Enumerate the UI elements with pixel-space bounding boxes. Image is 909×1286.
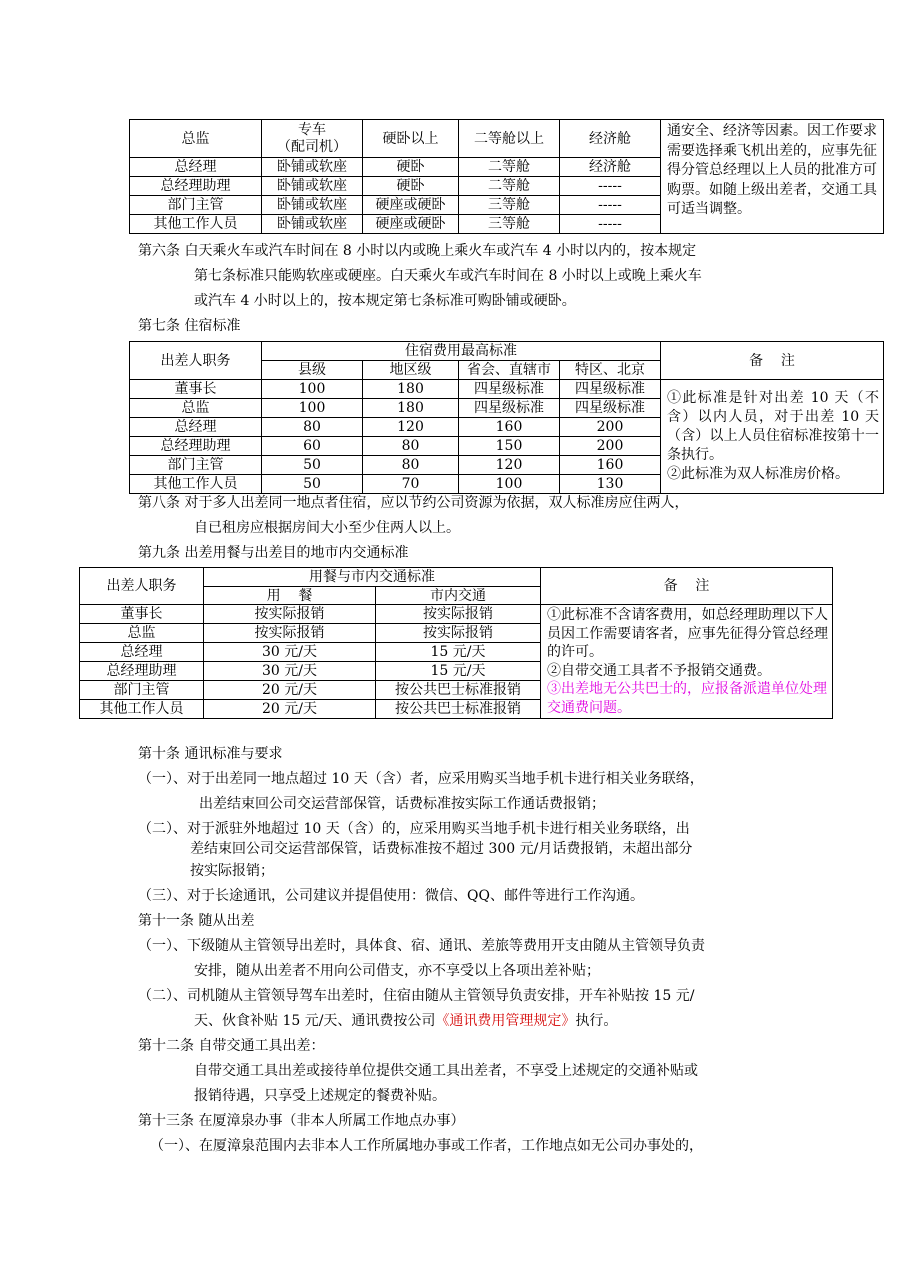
article7-title: 第七条 住宿标准	[138, 318, 241, 334]
table-header-cell: 用餐与市内交通标准	[204, 568, 541, 587]
table-cell: 按实际报销	[204, 605, 376, 624]
table-cell: 总经理助理	[130, 437, 262, 456]
table-cell: 100	[459, 475, 560, 494]
article12-title: 第十二条 自带交通工具出差：	[138, 1038, 325, 1054]
article12-line: 报销待遇，只享受上述规定的餐费补贴。	[194, 1088, 446, 1104]
article12-line: 自带交通工具出差或接待单位提供交通工具出差者，不享受上述规定的交通补贴或	[194, 1063, 698, 1079]
table-cell: 硬座或硬卧	[363, 196, 459, 215]
table-cell: 80	[363, 456, 459, 475]
article11-line	[194, 1011, 617, 1031]
table-cell: 卧铺或软座	[262, 158, 363, 177]
article11-line: 安排，随从出差者不用向公司借支，亦不享受以上各项出差补贴；	[194, 963, 600, 979]
table-cell: 四星级标准	[560, 399, 661, 418]
table-cell: 总经理	[80, 643, 204, 662]
transport-table	[129, 119, 884, 234]
table-header-cell: 出差人职务	[130, 342, 262, 380]
table-cell: 200	[560, 437, 661, 456]
table-cell: 其他工作人员	[80, 700, 204, 719]
article10-title: 第十条 通讯标准与要求	[138, 746, 283, 762]
table-cell: 180	[363, 399, 459, 418]
article8-line: 自已租房应根据房间大小至少住两人以上。	[194, 520, 460, 536]
table-cell: 总监	[80, 624, 204, 643]
car-label: 专车 （配司机）	[277, 121, 347, 155]
article10-line: 按实际报销；	[190, 863, 274, 879]
table-cell: 20 元/天	[204, 700, 376, 719]
table-cell: 总经理	[130, 158, 262, 177]
table-cell: 130	[560, 475, 661, 494]
table-header-cell: 经济舱	[560, 120, 661, 158]
table-cell: 总监	[130, 399, 262, 418]
article10-line: （一）、对于出差同一地点超过 10 天（含）者，应采用购买当地手机卡进行相关业务联络，	[138, 771, 704, 787]
table-cell: 60	[262, 437, 363, 456]
article10-line: （二）、对于派驻外地超过 10 天（含）的，应采用购买当地手机卡进行相关业务联络，出	[138, 821, 690, 837]
meals-notes	[541, 605, 833, 719]
table-cell: 董事长	[80, 605, 204, 624]
table-cell: 总经理助理	[130, 177, 262, 196]
table-cell: 120	[363, 418, 459, 437]
table-header-cell: 住宿费用最高标准	[262, 342, 661, 361]
table-cell: 硬座或硬卧	[363, 215, 459, 234]
article6-line: 第七条标准只能购软座或硬座。白天乘火车或汽车时间在 8 小时以上或晚上乘火车	[194, 268, 702, 284]
table-cell: 200	[560, 418, 661, 437]
table-cell: 硬卧	[363, 177, 459, 196]
article11-line: （一）、下级随从主管领导出差时，具体食、宿、通讯、差旅等费用开支由随从主管领导负责	[138, 938, 705, 954]
table-cell: 卧铺或软座	[262, 196, 363, 215]
table-cell: 按实际报销	[376, 624, 541, 643]
table-cell: 150	[459, 437, 560, 456]
table-header-cell: 硬卧以上	[363, 120, 459, 158]
table-header-cell: 地区级	[363, 361, 459, 380]
table-cell: 部门主管	[130, 456, 262, 475]
table-cell: 卧铺或软座	[262, 215, 363, 234]
table-cell: 20 元/天	[204, 681, 376, 700]
table-cell: 总经理	[130, 418, 262, 437]
table-cell: 四星级标准	[459, 399, 560, 418]
table-header-cell: 市内交通	[376, 587, 541, 605]
table-cell: 硬卧	[363, 158, 459, 177]
note-item: ①此标准不含请客费用，如总经理助理以下人员因工作需要请客者，应事先征得分管总经理的许可。	[547, 607, 828, 660]
article10-line: （三）、对于长途通讯，公司建议并提倡使用：微信、QQ、邮件等进行工作沟通。	[138, 888, 644, 904]
table-cell: 三等舱	[459, 215, 560, 234]
table-cell: 二等舱	[459, 177, 560, 196]
table-cell: 经济舱	[560, 158, 661, 177]
table-cell: -----	[560, 177, 661, 196]
table-cell: 其他工作人员	[130, 475, 262, 494]
note-item: ②自带交通工具者不予报销交通费。	[547, 662, 771, 679]
table-header-cell: 二等舱以上	[459, 120, 560, 158]
article8-line: 第八条 对于多人出差同一地点者住宿，应以节约公司资源为依据，双人标准房应住两人，	[138, 495, 689, 511]
regulation-reference: 《通讯费用管理规定》	[435, 1013, 576, 1029]
table-cell: 按实际报销	[204, 624, 376, 643]
table-cell: 160	[459, 418, 560, 437]
article6-line: 第六条 白天乘火车或汽车时间在 8 小时以内或晚上乘火车或汽车 4 小时以内的，按本规定	[138, 243, 697, 259]
table-cell: 70	[363, 475, 459, 494]
table-cell: 按公共巴士标准报销	[376, 681, 541, 700]
table-cell: 120	[459, 456, 560, 475]
article10-line: 出差结束回公司交运营部保管，话费标准按实际工作通话费报销；	[199, 796, 605, 812]
table-header-cell: 出差人职务	[80, 568, 204, 605]
note-item	[547, 680, 828, 717]
table-cell: 总经理助理	[80, 662, 204, 681]
article11-title: 第十一条 随从出差	[138, 913, 255, 929]
article11-line: （二）、司机随从主管领导驾车出差时，住宿由随从主管领导负责安排，开车补贴按 15 元/	[138, 988, 695, 1004]
table-cell: -----	[560, 215, 661, 234]
table-cell: 二等舱	[459, 158, 560, 177]
note-item: ②此标准为双人标准房价格。	[667, 466, 849, 482]
table-header-cell: 省会、直辖市	[459, 361, 560, 380]
table-cell: 30 元/天	[204, 662, 376, 681]
table-cell: 四星级标准	[459, 380, 560, 399]
article9-title: 第九条 出差用餐与出差目的地市内交通标准	[138, 545, 409, 561]
table-cell: 15 元/天	[376, 662, 541, 681]
table-cell: 180	[363, 380, 459, 399]
table-cell: 其他工作人员	[130, 215, 262, 234]
table-cell: 80	[363, 437, 459, 456]
table-header-cell: 备 注	[661, 342, 884, 380]
table-header-cell	[262, 120, 363, 158]
table-cell: 按实际报销	[376, 605, 541, 624]
table-cell: -----	[560, 196, 661, 215]
table-cell: 按公共巴士标准报销	[376, 700, 541, 719]
table-cell: 卧铺或软座	[262, 177, 363, 196]
article13-title: 第十三条 在厦漳泉办事（非本人所属工作地点办事）	[138, 1113, 465, 1129]
table-cell: 80	[262, 418, 363, 437]
meals-transport-table	[79, 567, 833, 719]
note-item: ①此标准是针对出差 10 天（不含）以内人员，对于出差 10 天（含）以上人员住宿标准按第十一条执行。	[667, 390, 879, 463]
table-header-cell: 特区、北京	[560, 361, 661, 380]
article13-line: （一）、在厦漳泉范围内去非本人工作所属地办事或工作者，工作地点如无公司办事处的，	[150, 1138, 703, 1154]
table-cell: 董事长	[130, 380, 262, 399]
note-number: ③	[547, 681, 561, 697]
article10-line: 差结束回公司交运营部保管，话费标准按不超过 300 元/月话费报销，未超出部分	[190, 841, 693, 857]
table-cell: 160	[560, 456, 661, 475]
table-cell: 三等舱	[459, 196, 560, 215]
table-cell: 100	[262, 380, 363, 399]
table-cell: 部门主管	[80, 681, 204, 700]
table-header-cell: 县级	[262, 361, 363, 380]
article11-text: 天、伙食补贴 15 元/天、通讯费按公司	[194, 1013, 436, 1029]
accommodation-table	[129, 341, 884, 494]
table-cell: 50	[262, 475, 363, 494]
accommodation-notes	[661, 380, 884, 494]
article11-text: 执行。	[575, 1013, 618, 1029]
transport-note: 通安全、经济等因素。因工作要求需要选择乘飞机出差的，应事先征得分管总经理以上人员的批准方可购票。如随上级出差者，交通工具可适当调整。	[661, 120, 884, 234]
table-cell: 50	[262, 456, 363, 475]
article6-line: 或汽车 4 小时以上的，按本规定第七条标准可购卧铺或硬卧。	[194, 293, 576, 309]
table-cell: 100	[262, 399, 363, 418]
note-text: 出差地无公共巴士的，应报备派遣单位处理交通费问题。	[547, 681, 827, 716]
table-cell: 30 元/天	[204, 643, 376, 662]
table-cell: 部门主管	[130, 196, 262, 215]
table-cell: 15 元/天	[376, 643, 541, 662]
table-header-cell: 用 餐	[204, 587, 376, 605]
table-cell: 四星级标准	[560, 380, 661, 399]
table-header-cell: 备 注	[541, 568, 833, 605]
table-header-cell: 总监	[130, 120, 262, 158]
